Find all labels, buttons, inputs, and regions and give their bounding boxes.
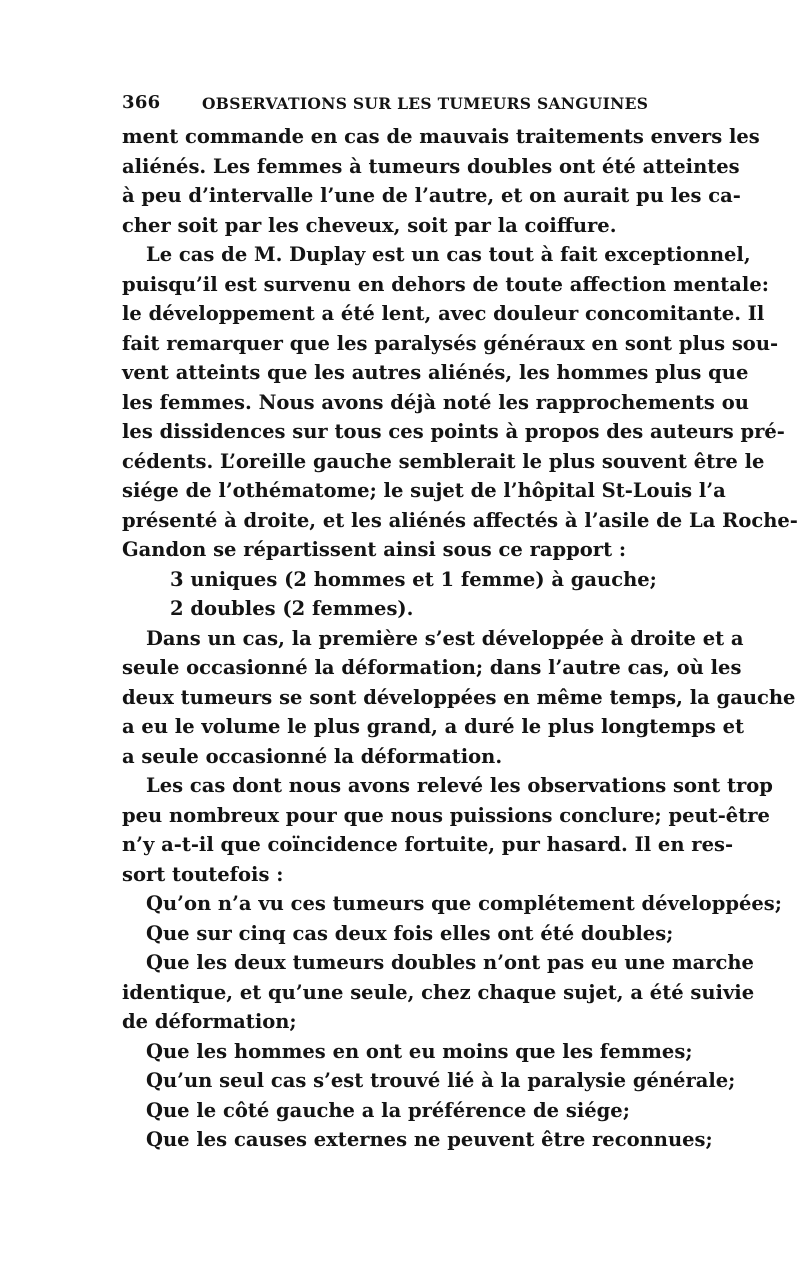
text-line: Les cas dont nous avons relevé les observations sont trop <box>146 774 773 797</box>
book-page <box>122 92 798 1155</box>
text-line: n’y a-t-il que coïncidence fortuite, pur hasard. Il en res- <box>122 833 734 856</box>
text-line: Gandon se répartissent ainsi sous ce rapport : <box>122 538 627 561</box>
text-line: deux tumeurs se sont développées en même temps, la gauche <box>122 685 796 709</box>
text-line: Dans un cas, la première s’est développée à droite et a <box>146 626 744 650</box>
text-line: Qu’un seul cas s’est trouvé lié à la paralysie générale; <box>146 1069 736 1092</box>
text-line: a seule occasionné la déformation. <box>122 744 503 768</box>
text-line: siége de l’othématome; le sujet de l’hôpital St-Louis l’a <box>122 479 726 502</box>
text-line: a eu le volume le plus grand, a duré le plus longtemps et <box>122 715 745 738</box>
page-number: 366 <box>122 92 161 113</box>
text-line: 2 doubles (2 femmes). <box>170 597 414 620</box>
text-line: les dissidences sur tous ces points à propos des auteurs pré- <box>122 420 785 443</box>
running-header <box>122 92 680 122</box>
text-line: cher soit par les cheveux, soit par la coiffure. <box>122 213 617 237</box>
text-line: aliénés. Les femmes à tumeurs doubles ont été atteintes <box>122 154 740 178</box>
running-header-title: OBSERVATIONS SUR LES TUMEURS SANGUINES <box>202 94 649 113</box>
text-line: les femmes. Nous avons déjà noté les rapprochements ou <box>122 390 749 414</box>
text-line: de déformation; <box>122 1010 297 1033</box>
text-line: Que sur cinq cas deux fois elles ont été doubles; <box>146 921 674 945</box>
text-line: seule occasionné la déformation; dans l’autre cas, où les <box>122 656 742 679</box>
text-line: Qu’on n’a vu ces tumeurs que complétement développées; <box>146 892 782 915</box>
text-line: puisqu’il est survenu en dehors de toute affection mentale: <box>122 272 769 296</box>
text-line: Que les causes externes ne peuvent être reconnues; <box>146 1128 713 1151</box>
text-line: fait remarquer que les paralysés généraux en sont plus sou- <box>122 331 779 355</box>
text-line: Que le côté gauche a la préférence de siége; <box>146 1098 630 1122</box>
text-line: présenté à droite, et les aliénés affectés à l’asile de La Roche- <box>122 508 798 532</box>
text-line: ment commande en cas de mauvais traitements envers les <box>122 125 760 148</box>
text-line: peu nombreux pour que nous puissions conclure; peut-être <box>122 803 770 827</box>
text-line: Que les hommes en ont eu moins que les femmes; <box>146 1039 693 1063</box>
text-line: à peu d’intervalle l’une de l’autre, et on aurait pu les ca- <box>122 184 741 207</box>
text-line: le développement a été lent, avec douleur concomitante. Il <box>122 302 765 325</box>
text-line: sort toutefois : <box>122 862 284 886</box>
body-text <box>122 122 798 1155</box>
text-line: vent atteints que les autres aliénés, les hommes plus que <box>122 361 749 384</box>
text-line: cédents. L’oreille gauche semblerait le plus souvent être le <box>122 449 765 473</box>
text-line: 3 uniques (2 hommes et 1 femme) à gauche; <box>170 567 657 591</box>
text-line: Que les deux tumeurs doubles n’ont pas eu une marche <box>146 951 754 974</box>
text-line: Le cas de M. Duplay est un cas tout à fait exceptionnel, <box>146 243 751 266</box>
text-line: identique, et qu’une seule, chez chaque sujet, a été suivie <box>122 980 755 1004</box>
